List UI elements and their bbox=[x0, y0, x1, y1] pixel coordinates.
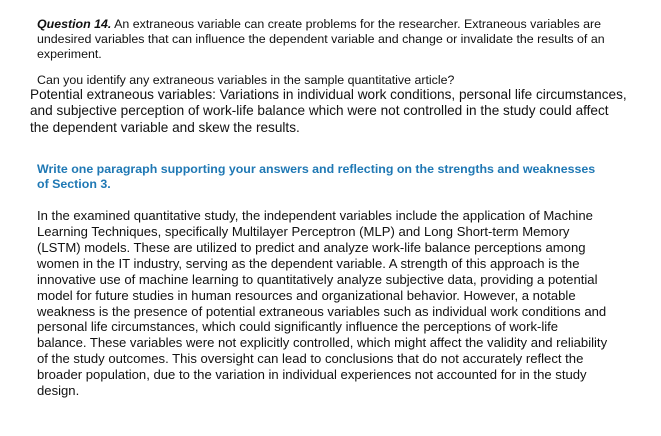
question-paragraph bbox=[37, 17, 637, 63]
question-text: An extraneous variable can create problems for the researcher. Extraneous variables are undesired variables that can influence the dependent variable and change or invalidate the results of an experiment. bbox=[37, 17, 605, 62]
question-number: Question 14. bbox=[37, 17, 112, 31]
section-heading: Write one paragraph supporting your answers and reflecting on the strengths and weaknesses of Section 3. bbox=[37, 162, 596, 192]
answer-paragraph: Potential extraneous variables: Variations in individual work conditions, personal life circumstances, and subjective perception of work-life balance which were not controlled in the study could affect the dependent variable and skew the results. bbox=[30, 87, 627, 135]
reflection-paragraph: In the examined quantitative study, the independent variables include the application of Machine Learning Techniques, specifically Multilayer Perceptron (MLP) and Long Short-term Memory (LSTM) models. These are utilized to predict and analyze work-life balance perceptions among women in the IT industry, serving as the dependent variable. A strength of this approach is the innovative use of machine learning to quantitatively analyze subjective data, providing a potential model for future studies in human resources and organizational behavior. However, a notable weakness is the presence of potential extraneous variables such as individual work conditions and personal life circumstances, which could significantly influence the perceptions of work-life balance. These variables were not explicitly controlled, which might affect the validity and reliability of the study outcomes. This oversight can lead to conclusions that do not accurately reflect the broader population, due to the variation in individual experiences not accounted for in the study design. bbox=[37, 208, 608, 399]
question-prompt: Can you identify any extraneous variables in the sample quantitative article? bbox=[37, 73, 455, 87]
